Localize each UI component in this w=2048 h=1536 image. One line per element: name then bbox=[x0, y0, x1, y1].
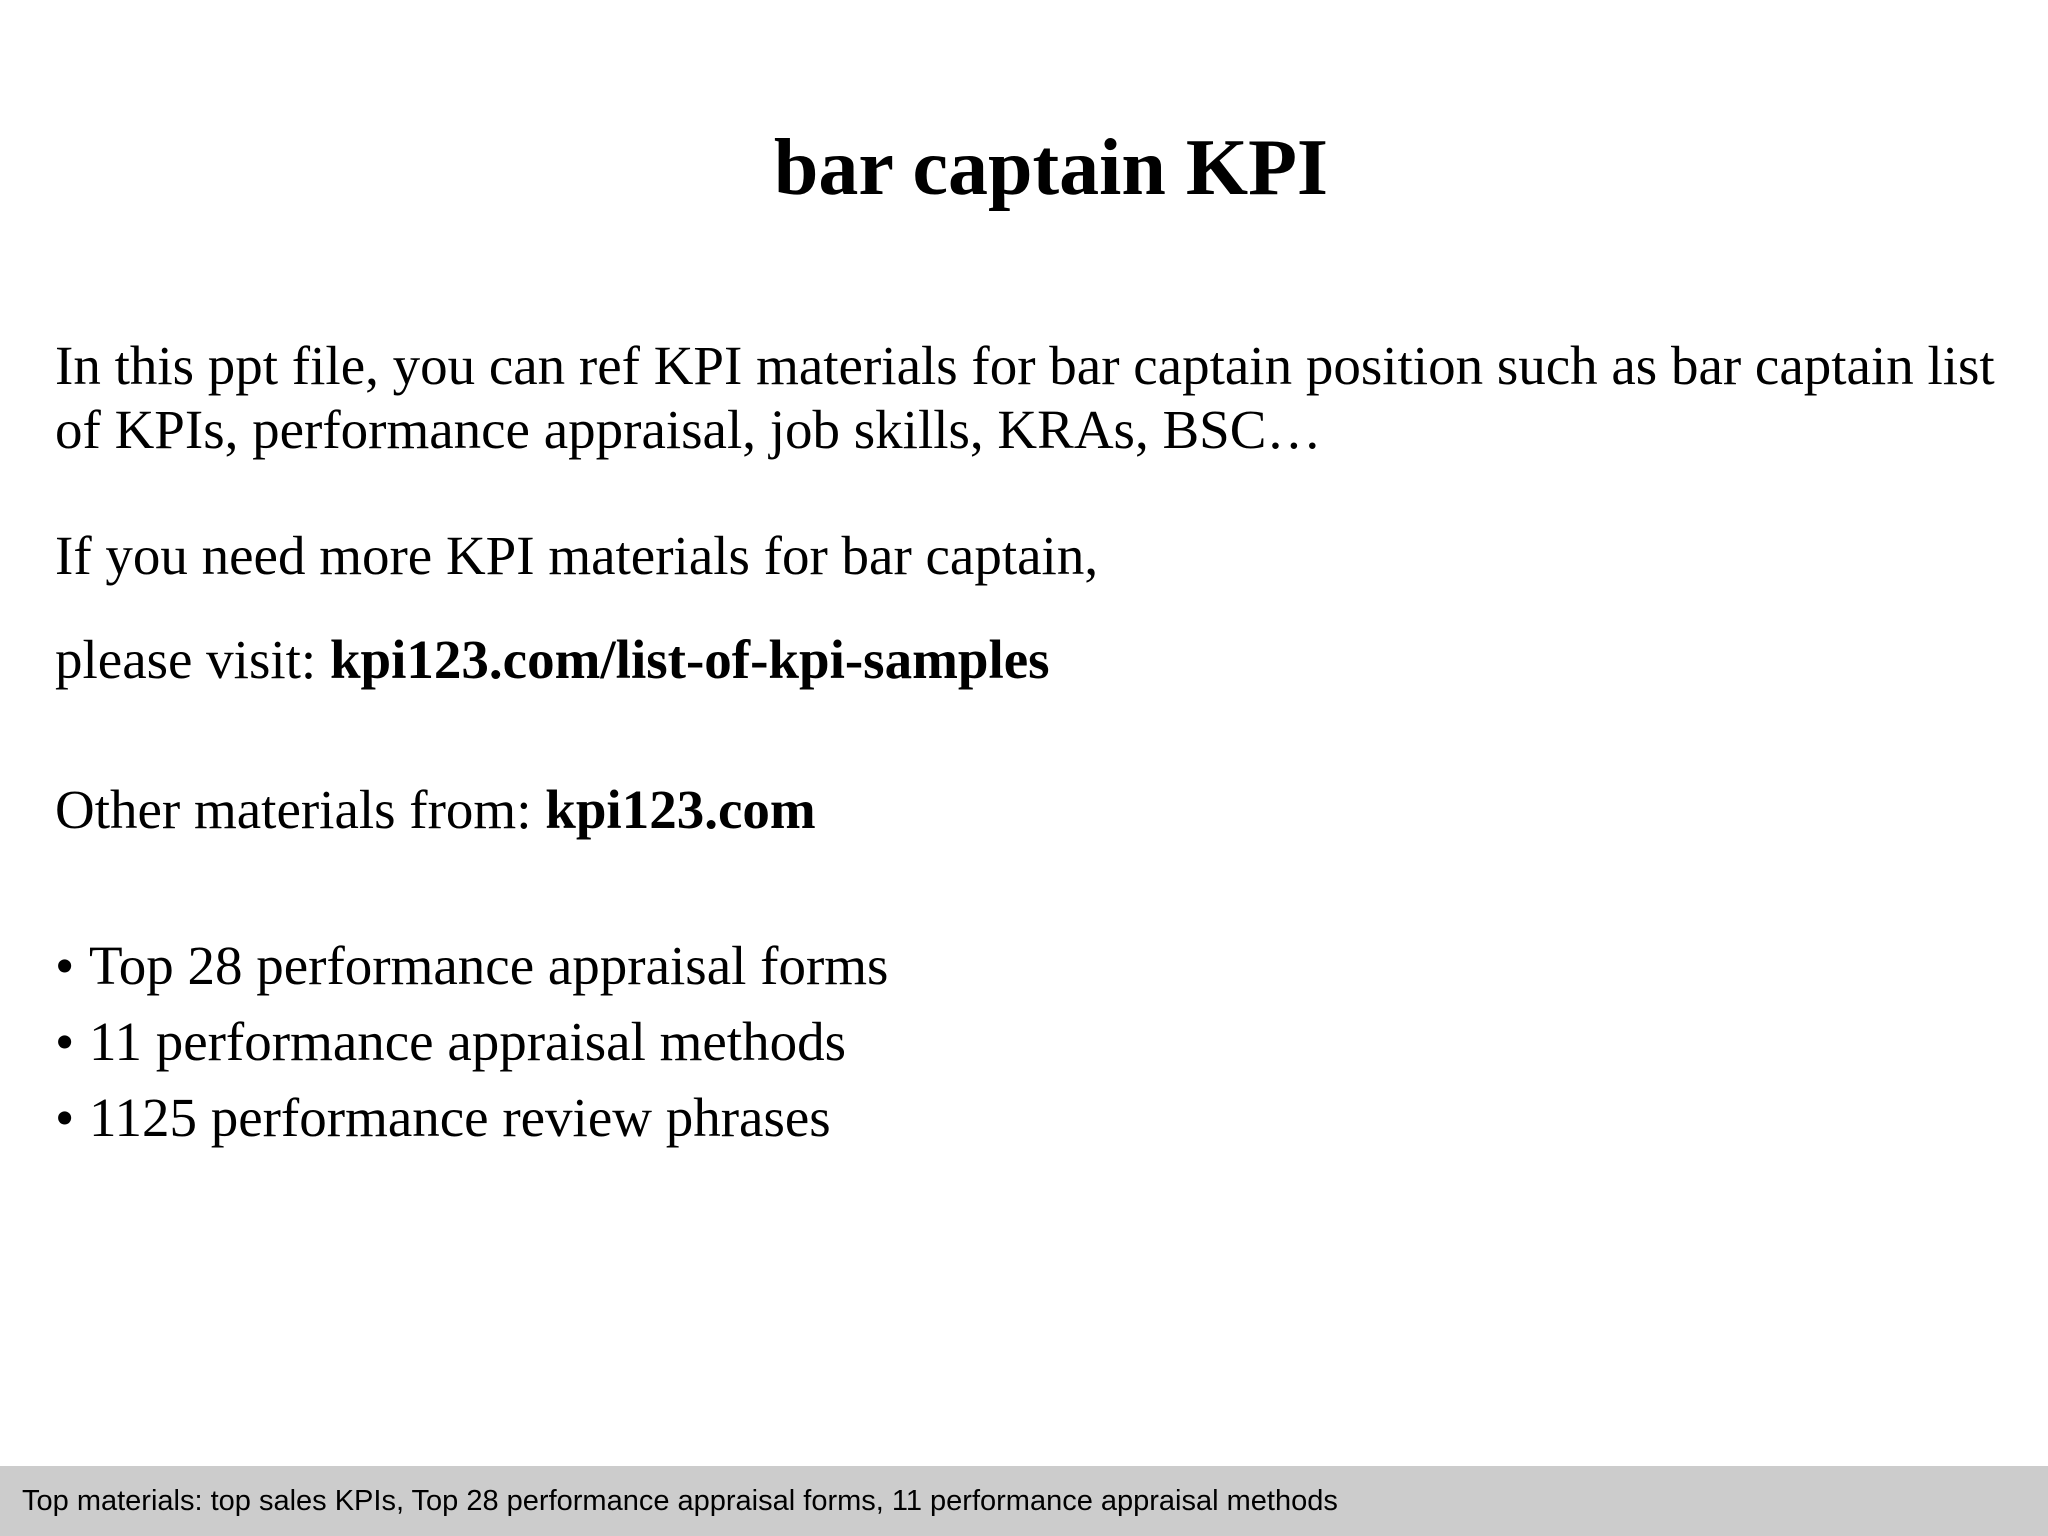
bullet-icon: • bbox=[55, 1087, 75, 1148]
other-materials-prefix: Other materials from: bbox=[55, 779, 546, 840]
other-materials-line bbox=[55, 778, 2015, 842]
slide-title: bar captain KPI bbox=[773, 124, 1329, 212]
footer-text: Top materials: top sales KPIs, Top 28 performance appraisal forms, 11 performance appraisal methods bbox=[22, 1485, 1338, 1517]
list-item-label: Top 28 performance appraisal forms bbox=[89, 935, 889, 996]
visit-prefix: please visit: bbox=[55, 629, 330, 690]
kpi123-link[interactable]: kpi123.com bbox=[545, 779, 816, 840]
intro-paragraph: In this ppt file, you can ref KPI materials for bar captain position such as bar captain list of KPIs, performance appraisal, job skills, KRAs, BSC… bbox=[55, 335, 1995, 460]
bullet-icon: • bbox=[55, 935, 75, 996]
visit-line bbox=[55, 628, 2015, 692]
list-item-label: 11 performance appraisal methods bbox=[89, 1011, 846, 1072]
footer-bar bbox=[0, 1466, 2048, 1536]
list-item-label: 1125 performance review phrases bbox=[89, 1087, 831, 1148]
list-item bbox=[55, 1080, 888, 1156]
materials-list bbox=[55, 928, 888, 1156]
need-more-text: If you need more KPI materials for bar captain, bbox=[55, 525, 1099, 586]
list-item bbox=[55, 928, 888, 1004]
bullet-icon: • bbox=[55, 1011, 75, 1072]
list-item bbox=[55, 1004, 888, 1080]
kpi-samples-link[interactable]: kpi123.com/list-of-kpi-samples bbox=[329, 629, 1050, 690]
